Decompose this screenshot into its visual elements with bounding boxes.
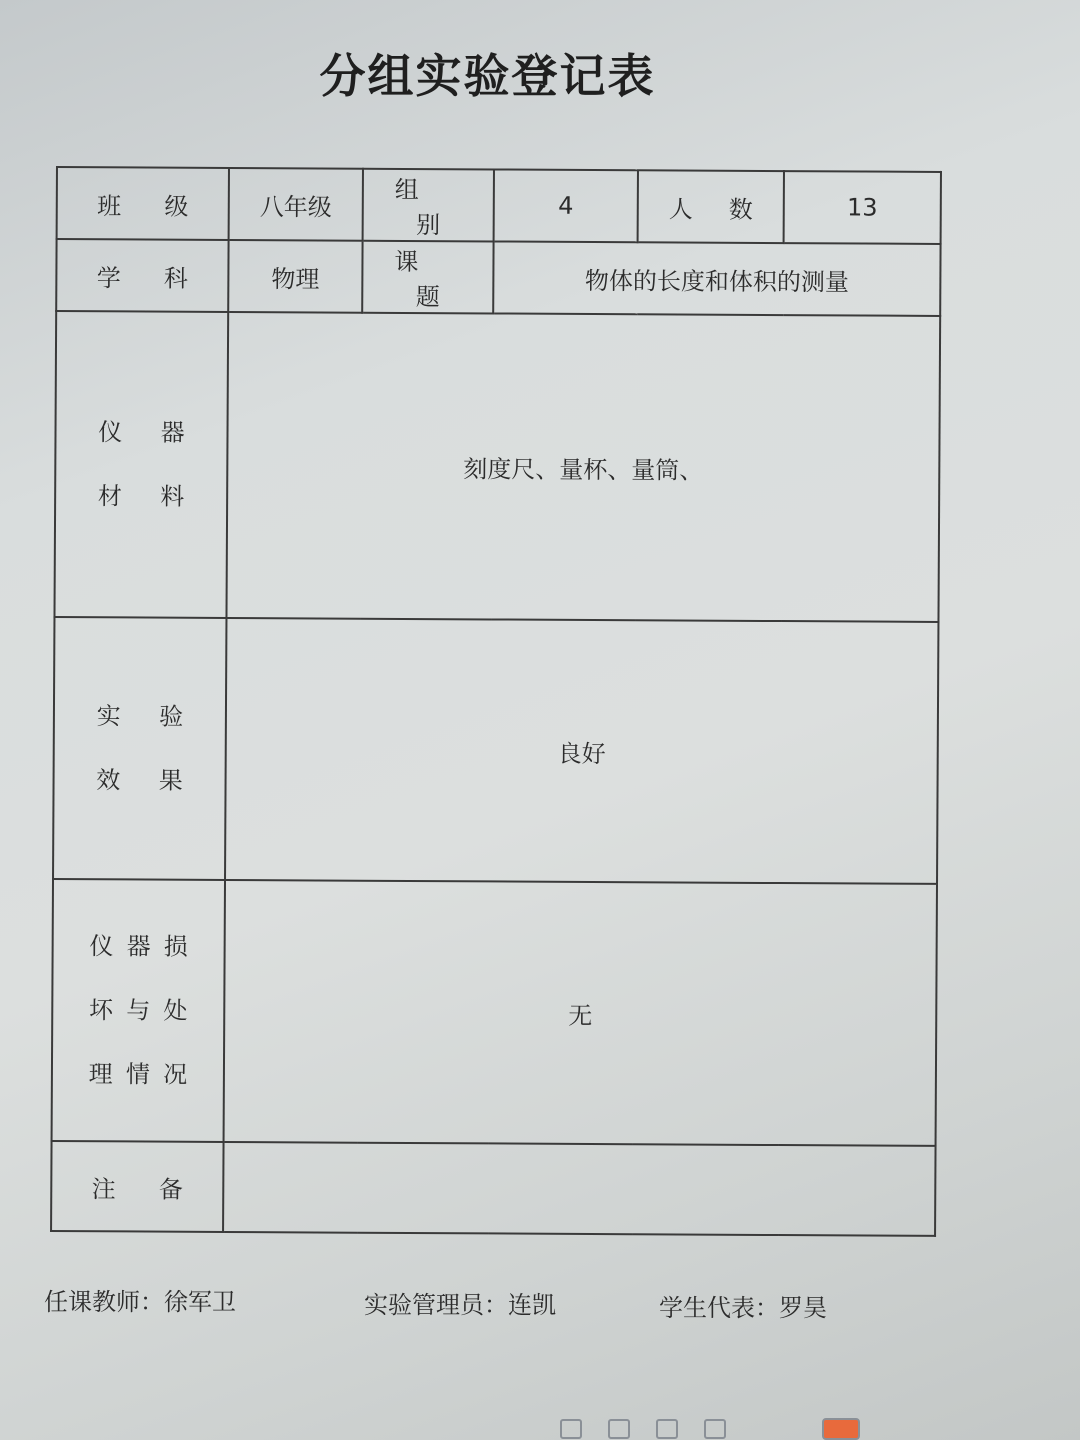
result-value: 良好	[557, 739, 606, 768]
table-row	[52, 879, 937, 1146]
equipment-label-line-1: 仪器	[98, 418, 224, 447]
registration-form-table	[50, 166, 942, 1237]
class-value: 八年级	[259, 192, 332, 222]
class-value-cell	[229, 168, 363, 241]
equipment-value-cell	[226, 312, 940, 622]
subject-value-cell	[228, 240, 362, 313]
teacher-signature: 任课教师：徐军卫	[44, 1288, 236, 1316]
group-label: 组别	[394, 175, 484, 240]
table-row	[53, 617, 938, 884]
damage-value: 无	[568, 1001, 593, 1030]
topic-value: 物体的长度和体积的测量	[584, 266, 849, 296]
page-view-icon[interactable]	[560, 1419, 582, 1439]
group-value: 4	[558, 191, 574, 220]
class-label: 班级	[97, 191, 232, 221]
notes-value-cell	[223, 1142, 935, 1236]
count-label: 人数	[668, 194, 789, 224]
subject-label: 学科	[96, 263, 232, 293]
group-label-cell	[363, 169, 494, 242]
page-title: 分组实验登记表	[319, 49, 656, 103]
result-label-cell	[53, 617, 226, 880]
topic-label: 课题	[394, 247, 484, 312]
web-view-icon[interactable]	[704, 1419, 726, 1439]
subject-value: 物理	[271, 264, 320, 293]
outline-view-icon[interactable]	[608, 1419, 630, 1439]
equipment-value: 刻度尺、量杯、量筒、	[463, 454, 704, 485]
damage-label-line-2: 坏与处	[88, 996, 201, 1025]
equipment-label-line-2: 材料	[97, 482, 223, 511]
notes-label-cell	[51, 1141, 227, 1232]
table-row	[54, 311, 940, 622]
group-value-cell	[494, 169, 638, 242]
damage-label-cell	[52, 879, 225, 1142]
count-label-cell	[638, 170, 789, 243]
damage-label-line-1: 仪器损	[89, 932, 202, 961]
table-row	[51, 1141, 935, 1236]
result-value-cell	[225, 618, 938, 884]
topic-label-cell	[362, 241, 493, 314]
result-label-line-2: 效果	[96, 766, 222, 795]
table-row	[57, 167, 941, 244]
count-value: 13	[846, 193, 878, 222]
topic-value-cell	[493, 241, 940, 315]
result-label-line-1: 实验	[96, 702, 222, 731]
student-signature: 学生代表：罗昊	[659, 1294, 827, 1322]
status-bar	[560, 1418, 1080, 1440]
equipment-label-cell	[54, 311, 228, 618]
layout-view-icon[interactable]	[656, 1419, 678, 1439]
signature-line	[44, 1282, 944, 1322]
notes-label: 注备	[91, 1174, 227, 1204]
subject-label-cell	[56, 239, 232, 312]
app-logo-icon	[822, 1418, 860, 1440]
class-label-cell	[57, 167, 232, 240]
table-row	[56, 239, 940, 316]
admin-signature: 实验管理员：连凯	[364, 1291, 556, 1319]
damage-value-cell	[224, 880, 937, 1146]
count-value-cell	[784, 171, 941, 244]
damage-label-line-3: 理情况	[88, 1060, 201, 1089]
